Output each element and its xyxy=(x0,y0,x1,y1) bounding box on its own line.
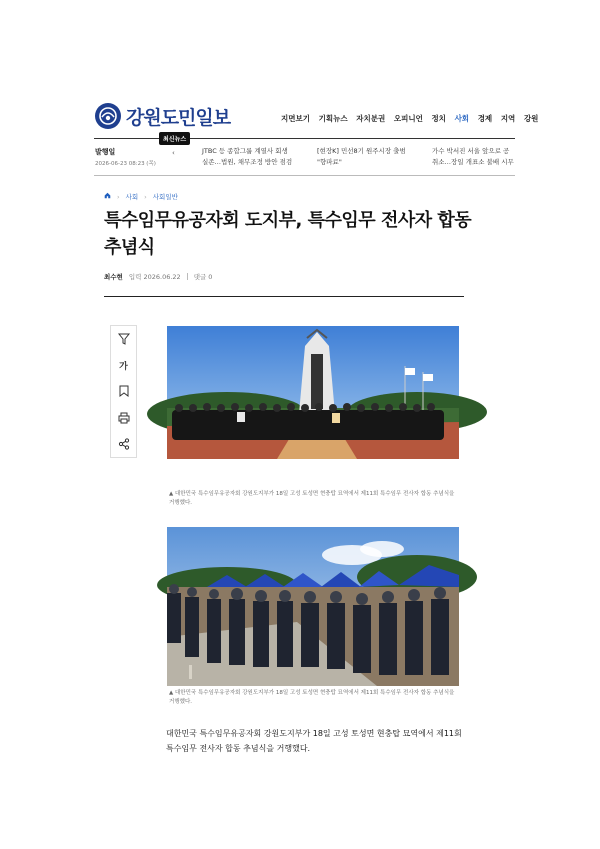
nav-item[interactable]: 기획뉴스 xyxy=(318,114,348,123)
issue-label: 발행일 xyxy=(95,148,116,156)
photo-caption: ▲ 대한민국 특수임무유공자회 강원도지부가 18일 고성 토성면 현충탑 묘역에서 제11회 특수임무 전사자 합동 추념식을 거행했다. xyxy=(169,491,455,506)
nav-item[interactable]: 지면보기 xyxy=(281,114,310,123)
publish-date: 입력 2026.06.22 xyxy=(128,273,181,281)
meta-separator xyxy=(187,273,188,280)
comment-count[interactable]: 댓글 0 xyxy=(193,273,213,281)
ticker-item[interactable]: 가수 박서진 서울 앞으로 공 취소…장일 개표소 불배 시무 xyxy=(432,147,514,166)
nav-item[interactable]: 오피니언 xyxy=(393,114,423,123)
issue-date: 2026-06-23 08:23 (목) xyxy=(95,161,156,167)
nav-item[interactable]: 자치분권 xyxy=(356,114,386,123)
article-title: 특수임무유공자회 도지부, 특수임무 전사자 합동 추념식 xyxy=(104,210,472,258)
ticker-item[interactable]: JTBC 등 종합그룹 계열사 회생 실존…법원, 채무조정 방안 점검 xyxy=(202,147,293,166)
photo-caption: ▲ 대한민국 특수임무유공자회 강원도지부가 18일 고성 토성면 현충탑 묘역에서 제11회 특수임무 전사자 합동 추념식을 거행했다. xyxy=(169,690,455,705)
font-size-icon[interactable]: 가 xyxy=(119,361,128,372)
breadcrumb-section[interactable]: 사회 xyxy=(125,193,139,201)
site-logo[interactable] xyxy=(95,102,230,130)
main-nav xyxy=(281,113,539,124)
ticker-prev-button[interactable]: ‹ xyxy=(172,149,175,157)
nav-item[interactable]: 강원 xyxy=(523,114,539,123)
nav-item[interactable]: 지역 xyxy=(500,114,516,123)
title-divider xyxy=(104,296,464,297)
author-name: 최수현 xyxy=(104,273,123,281)
ticker-item[interactable]: [현장K] 민선8기 원주시장 출범 "향파료" xyxy=(317,147,406,166)
logo-emblem-icon xyxy=(95,103,121,129)
breadcrumb-subsection[interactable]: 사회일반 xyxy=(152,193,178,201)
chevron-right-icon: › xyxy=(144,192,147,201)
nav-item-active[interactable]: 사회 xyxy=(454,114,470,123)
ticker-divider xyxy=(94,175,515,176)
print-icon[interactable] xyxy=(117,411,131,425)
logo-text: 강원도민일보 xyxy=(126,106,231,129)
article-body: 대한민국 특수임무유공자회 강원도지부가 18일 고성 토성면 현충탑 묘역에서 제11회 특수임무 전사자 합동 추념식을 거행했다. xyxy=(166,729,462,753)
article-meta xyxy=(104,272,212,281)
article-photo-participants xyxy=(167,527,459,686)
share-icon[interactable] xyxy=(117,437,131,451)
article-photo-memorial-group xyxy=(167,326,459,459)
bookmark-icon[interactable] xyxy=(117,384,131,398)
nav-item[interactable]: 정치 xyxy=(431,114,446,123)
filter-icon[interactable] xyxy=(117,332,131,346)
latest-news-badge: 최신뉴스 xyxy=(159,132,190,145)
chevron-right-icon: › xyxy=(117,192,120,201)
breadcrumb xyxy=(104,192,178,201)
header-divider xyxy=(94,138,515,139)
nav-item[interactable]: 경제 xyxy=(477,114,493,123)
home-icon[interactable] xyxy=(104,192,111,201)
article-tools xyxy=(110,325,137,458)
